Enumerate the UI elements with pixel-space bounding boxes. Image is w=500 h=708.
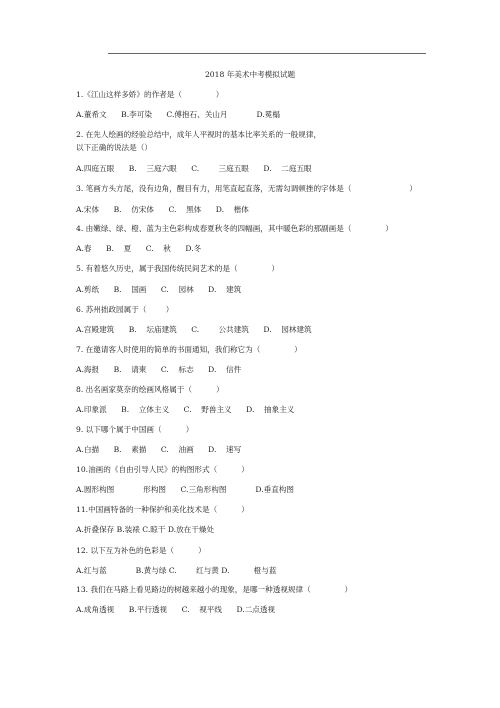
options-13: A.成角透视 B.平行透视 C. 视平线 D.二点透视 (76, 605, 276, 614)
options-12: A.红与蓝 B.黄与绿 C. 红与黄 D. 橙与蓝 (76, 566, 277, 575)
question-7: 7. 在邀请客人时使用的简单的书面通知，我们称它为（ ） (76, 345, 302, 354)
options-3: A.宋体 B. 仿宋体 C. 黑体 D. 楷体 (76, 205, 249, 214)
question-5: 5. 有着悠久历史，属于我国传统民间艺术的是（ ） (76, 264, 279, 273)
options-5: A.剪纸 B. 国画 C. 园林 D. 建筑 (76, 285, 242, 294)
options-10: A.圆形构图 形构图 C.三角形构图 D.垂直构图 (76, 485, 294, 494)
question-4: 4. 由嫩绿、绿、橙、蓝为主色彩构成春夏秋冬的四幅画，其中暖色彩的那副画是（ ） (76, 224, 393, 233)
options-7: A.海报 B. 请柬 C. 标志 D. 信件 (76, 365, 242, 374)
options-4: A.春 B. 夏 C. 秋 D.冬 (76, 244, 202, 253)
question-11: 11.中国画特备的一种保护和美化技术是（ ） (76, 505, 249, 514)
options-1: A.董希文 B.李可染 C.傅抱石、关山月 D.冕榻 (76, 110, 280, 119)
question-8: 8. 出名画家莫奈的绘画风格属于（ ） (76, 385, 224, 394)
page-title: 2018 年美术中考模拟试题 (204, 70, 296, 79)
question-10: 10.油画的《自由引导人民》的构图形式（ ） (76, 465, 249, 474)
question-3: 3. 笔画方头方尾，没有边角，醒目有力，用笔直起直落，无需勾调顿挫的字体是（ ） (76, 184, 417, 193)
question-2-line-2: 以下正确的说法是（） (76, 143, 152, 152)
options-2: A.四庭五眼 B. 三庭六眼 C. 三庭五眼 D. 二庭五眼 (76, 164, 312, 173)
options-9: A.白描 B. 素描 C. 油画 D. 速写 (76, 445, 242, 454)
options-6: A.宫殿建筑 B. 坛庙建筑 C. 公共建筑 D. 园林建筑 (76, 325, 312, 334)
options-11: A.折叠保存 B.装裱 C.晾干 D.放在干燥处 (76, 525, 215, 534)
options-8: A.印象派 B. 立体主义 C. 野兽主义 D. 抽象主义 (76, 405, 295, 414)
question-12: 12. 以下互为补色的色彩是（ ） (76, 546, 206, 555)
question-13: 13. 我们在马路上看见路边的树越来越小的现象，是哪一种透视规律（ ） (76, 585, 353, 594)
question-1: 1.《江山这样多娇》的作者是（ ） (76, 90, 224, 99)
question-2-line-1: 2. 在先人绘画的经验总结中，成年人平视时的基本比率关系的一般规律， (76, 130, 322, 139)
question-6: 6. 苏州拙政园属于（ ） (76, 305, 174, 314)
question-9: 9. 以下哪个属于中国画（ ） (76, 425, 194, 434)
top-rule (108, 53, 426, 54)
